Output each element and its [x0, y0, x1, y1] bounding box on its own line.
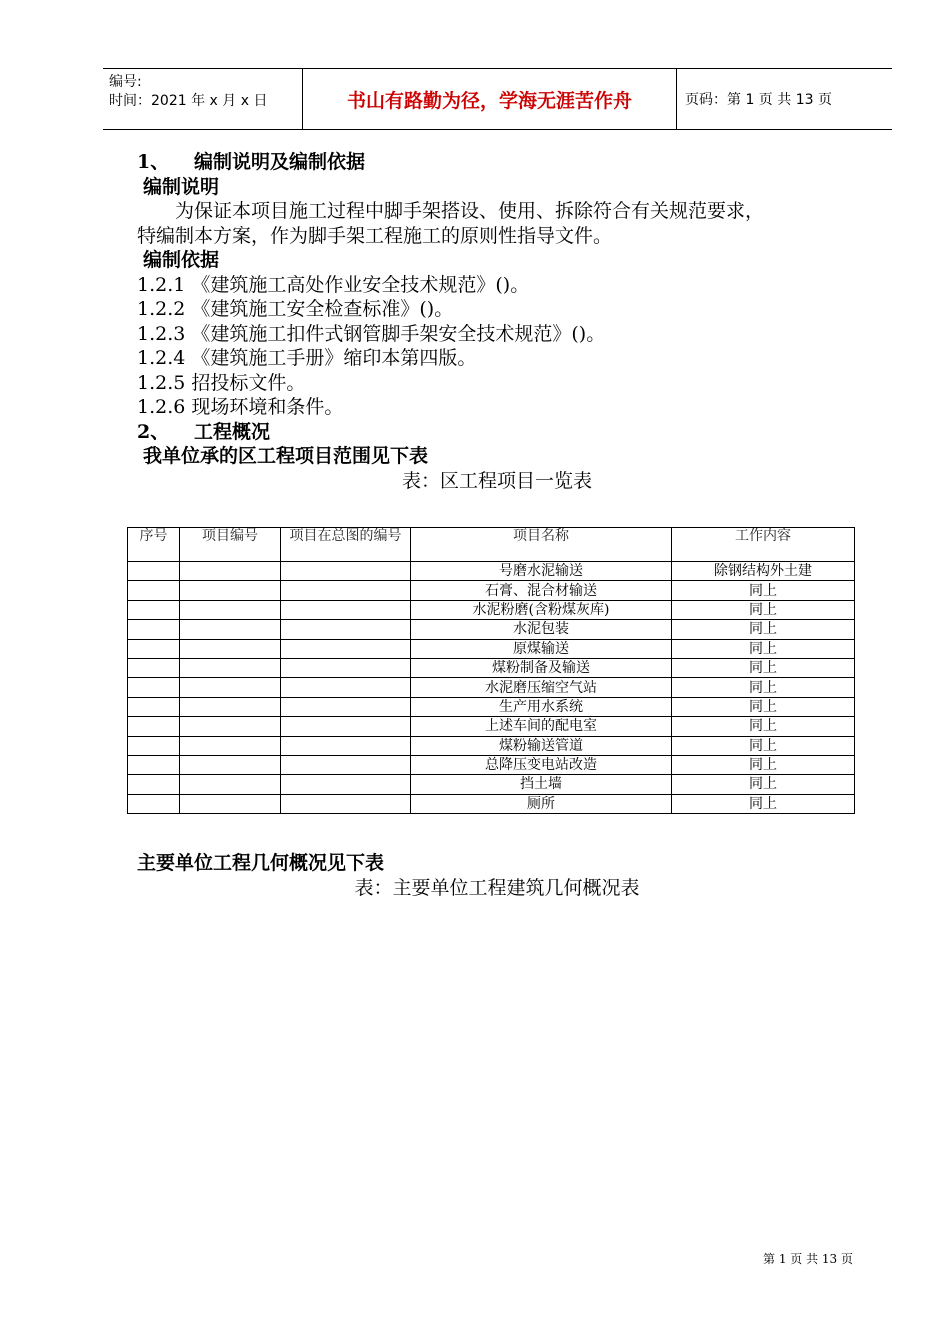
cell-project-code	[180, 717, 281, 736]
paragraph-line-2: 特编制本方案，作为脚手架工程施工的原则性指导文件。	[137, 224, 613, 247]
cell-index	[128, 736, 180, 755]
cell-index	[128, 600, 180, 619]
col-header-map-code: 项目在总图的编号	[281, 528, 411, 562]
header-motto: 书山有路勤为径，学海无涯苦作舟	[303, 69, 677, 129]
reference-item: 1.2.6 现场环境和条件。	[137, 396, 344, 418]
table-row	[128, 794, 855, 813]
header-page-info: 页码：第 1 页 共 13 页	[685, 92, 832, 108]
cell-index	[128, 717, 180, 736]
col-header-work-content: 工作内容	[672, 528, 855, 562]
cell-work-content: 同上	[672, 755, 855, 774]
cell-project-code	[180, 600, 281, 619]
table-row	[128, 755, 855, 774]
cell-project-name: 原煤输送	[411, 639, 672, 658]
table-row	[128, 562, 855, 581]
cell-map-code	[281, 678, 411, 697]
cell-index	[128, 581, 180, 600]
table-row	[128, 639, 855, 658]
cell-project-name: 上述车间的配电室	[411, 717, 672, 736]
cell-map-code	[281, 600, 411, 619]
cell-index	[128, 755, 180, 774]
section-1-heading	[137, 150, 857, 175]
cell-work-content: 同上	[672, 581, 855, 600]
cell-map-code	[281, 620, 411, 639]
reference-item: 1.2.4 《建筑施工手册》缩印本第四版。	[137, 347, 477, 369]
cell-project-code	[180, 562, 281, 581]
section-2-number: 2、	[137, 420, 170, 443]
cell-project-code	[180, 697, 281, 716]
cell-project-code	[180, 620, 281, 639]
col-header-project-code: 项目编号	[180, 528, 281, 562]
cell-work-content: 同上	[672, 775, 855, 794]
cell-project-name: 水泥包装	[411, 620, 672, 639]
document-body	[137, 150, 857, 493]
cell-project-name: 石膏、混合材输送	[411, 581, 672, 600]
cell-project-name: 厕所	[411, 794, 672, 813]
cell-work-content: 同上	[672, 620, 855, 639]
cell-work-content: 同上	[672, 600, 855, 619]
cell-project-code	[180, 581, 281, 600]
table-row	[128, 697, 855, 716]
header-meta	[103, 69, 303, 129]
cell-project-name: 煤粉输送管道	[411, 736, 672, 755]
reference-item: 1.2.2 《建筑施工安全检查标准》()。	[137, 298, 454, 320]
cell-map-code	[281, 697, 411, 716]
cell-map-code	[281, 755, 411, 774]
cell-project-name: 煤粉制备及输送	[411, 658, 672, 677]
col-header-index: 序号	[128, 528, 180, 562]
subheading-geometry: 主要单位工程几何概况见下表	[137, 852, 385, 874]
section-1-title: 编制说明及编制依据	[194, 151, 366, 173]
cell-map-code	[281, 775, 411, 794]
cell-work-content: 除钢结构外土建	[672, 562, 855, 581]
cell-project-name: 号磨水泥输送	[411, 562, 672, 581]
cell-index	[128, 678, 180, 697]
table2-caption: 表：主要单位工程建筑几何概况表	[354, 876, 640, 899]
section-2-title: 工程概况	[194, 420, 271, 443]
cell-index	[128, 775, 180, 794]
reference-item: 1.2.5 招投标文件。	[137, 371, 306, 394]
cell-project-name: 水泥磨压缩空气站	[411, 678, 672, 697]
section-1-number: 1、	[137, 151, 170, 173]
subheading-scope: 我单位承的区工程项目范围见下表	[143, 445, 429, 467]
table-row	[128, 581, 855, 600]
cell-work-content: 同上	[672, 717, 855, 736]
cell-project-code	[180, 678, 281, 697]
reference-item: 1.2.3 《建筑施工扣件式钢管脚手架安全技术规范》()。	[137, 322, 606, 345]
cell-project-code	[180, 794, 281, 813]
cell-project-name: 挡土墙	[411, 775, 672, 794]
cell-work-content: 同上	[672, 794, 855, 813]
table-header-row	[128, 528, 855, 562]
table-row	[128, 775, 855, 794]
page-footer: 第 1 页 共 13 页	[763, 1252, 853, 1266]
paragraph-explanation	[137, 199, 857, 248]
cell-map-code	[281, 736, 411, 755]
cell-map-code	[281, 794, 411, 813]
doc-number-label: 编号:	[109, 74, 142, 90]
table-body	[128, 562, 855, 814]
doc-date: 时间：2021 年 x 月 x 日	[109, 93, 268, 109]
cell-index	[128, 562, 180, 581]
cell-index	[128, 639, 180, 658]
subheading-explanation: 编制说明	[143, 175, 220, 198]
cell-work-content: 同上	[672, 736, 855, 755]
cell-project-name: 水泥粉磨(含粉煤灰库)	[411, 600, 672, 619]
table-caption: 表：区工程项目一览表	[401, 469, 592, 492]
cell-project-code	[180, 658, 281, 677]
cell-project-code	[180, 639, 281, 658]
table-row	[128, 736, 855, 755]
cell-project-name: 生产用水系统	[411, 697, 672, 716]
cell-map-code	[281, 639, 411, 658]
cell-project-code	[180, 736, 281, 755]
cell-work-content: 同上	[672, 639, 855, 658]
cell-index	[128, 620, 180, 639]
table-row	[128, 678, 855, 697]
table-row	[128, 717, 855, 736]
document-body-2	[137, 851, 857, 900]
cell-work-content: 同上	[672, 697, 855, 716]
cell-project-code	[180, 755, 281, 774]
cell-index	[128, 658, 180, 677]
section-2-heading	[137, 420, 857, 445]
paragraph-line-1: 为保证本项目施工过程中脚手架搭设、使用、拆除符合有关规范要求，	[175, 200, 765, 222]
col-header-project-name: 项目名称	[411, 528, 672, 562]
table-row	[128, 600, 855, 619]
page-header	[103, 68, 892, 130]
cell-index	[128, 794, 180, 813]
subheading-basis: 编制依据	[143, 249, 220, 271]
table-row	[128, 658, 855, 677]
cell-map-code	[281, 562, 411, 581]
cell-map-code	[281, 581, 411, 600]
table-row	[128, 620, 855, 639]
cell-work-content: 同上	[672, 658, 855, 677]
cell-index	[128, 697, 180, 716]
cell-work-content: 同上	[672, 678, 855, 697]
cell-project-name: 总降压变电站改造	[411, 755, 672, 774]
cell-map-code	[281, 658, 411, 677]
cell-project-code	[180, 775, 281, 794]
project-table	[127, 527, 855, 814]
reference-item: 1.2.1 《建筑施工高处作业安全技术规范》()。	[137, 273, 530, 296]
cell-map-code	[281, 717, 411, 736]
